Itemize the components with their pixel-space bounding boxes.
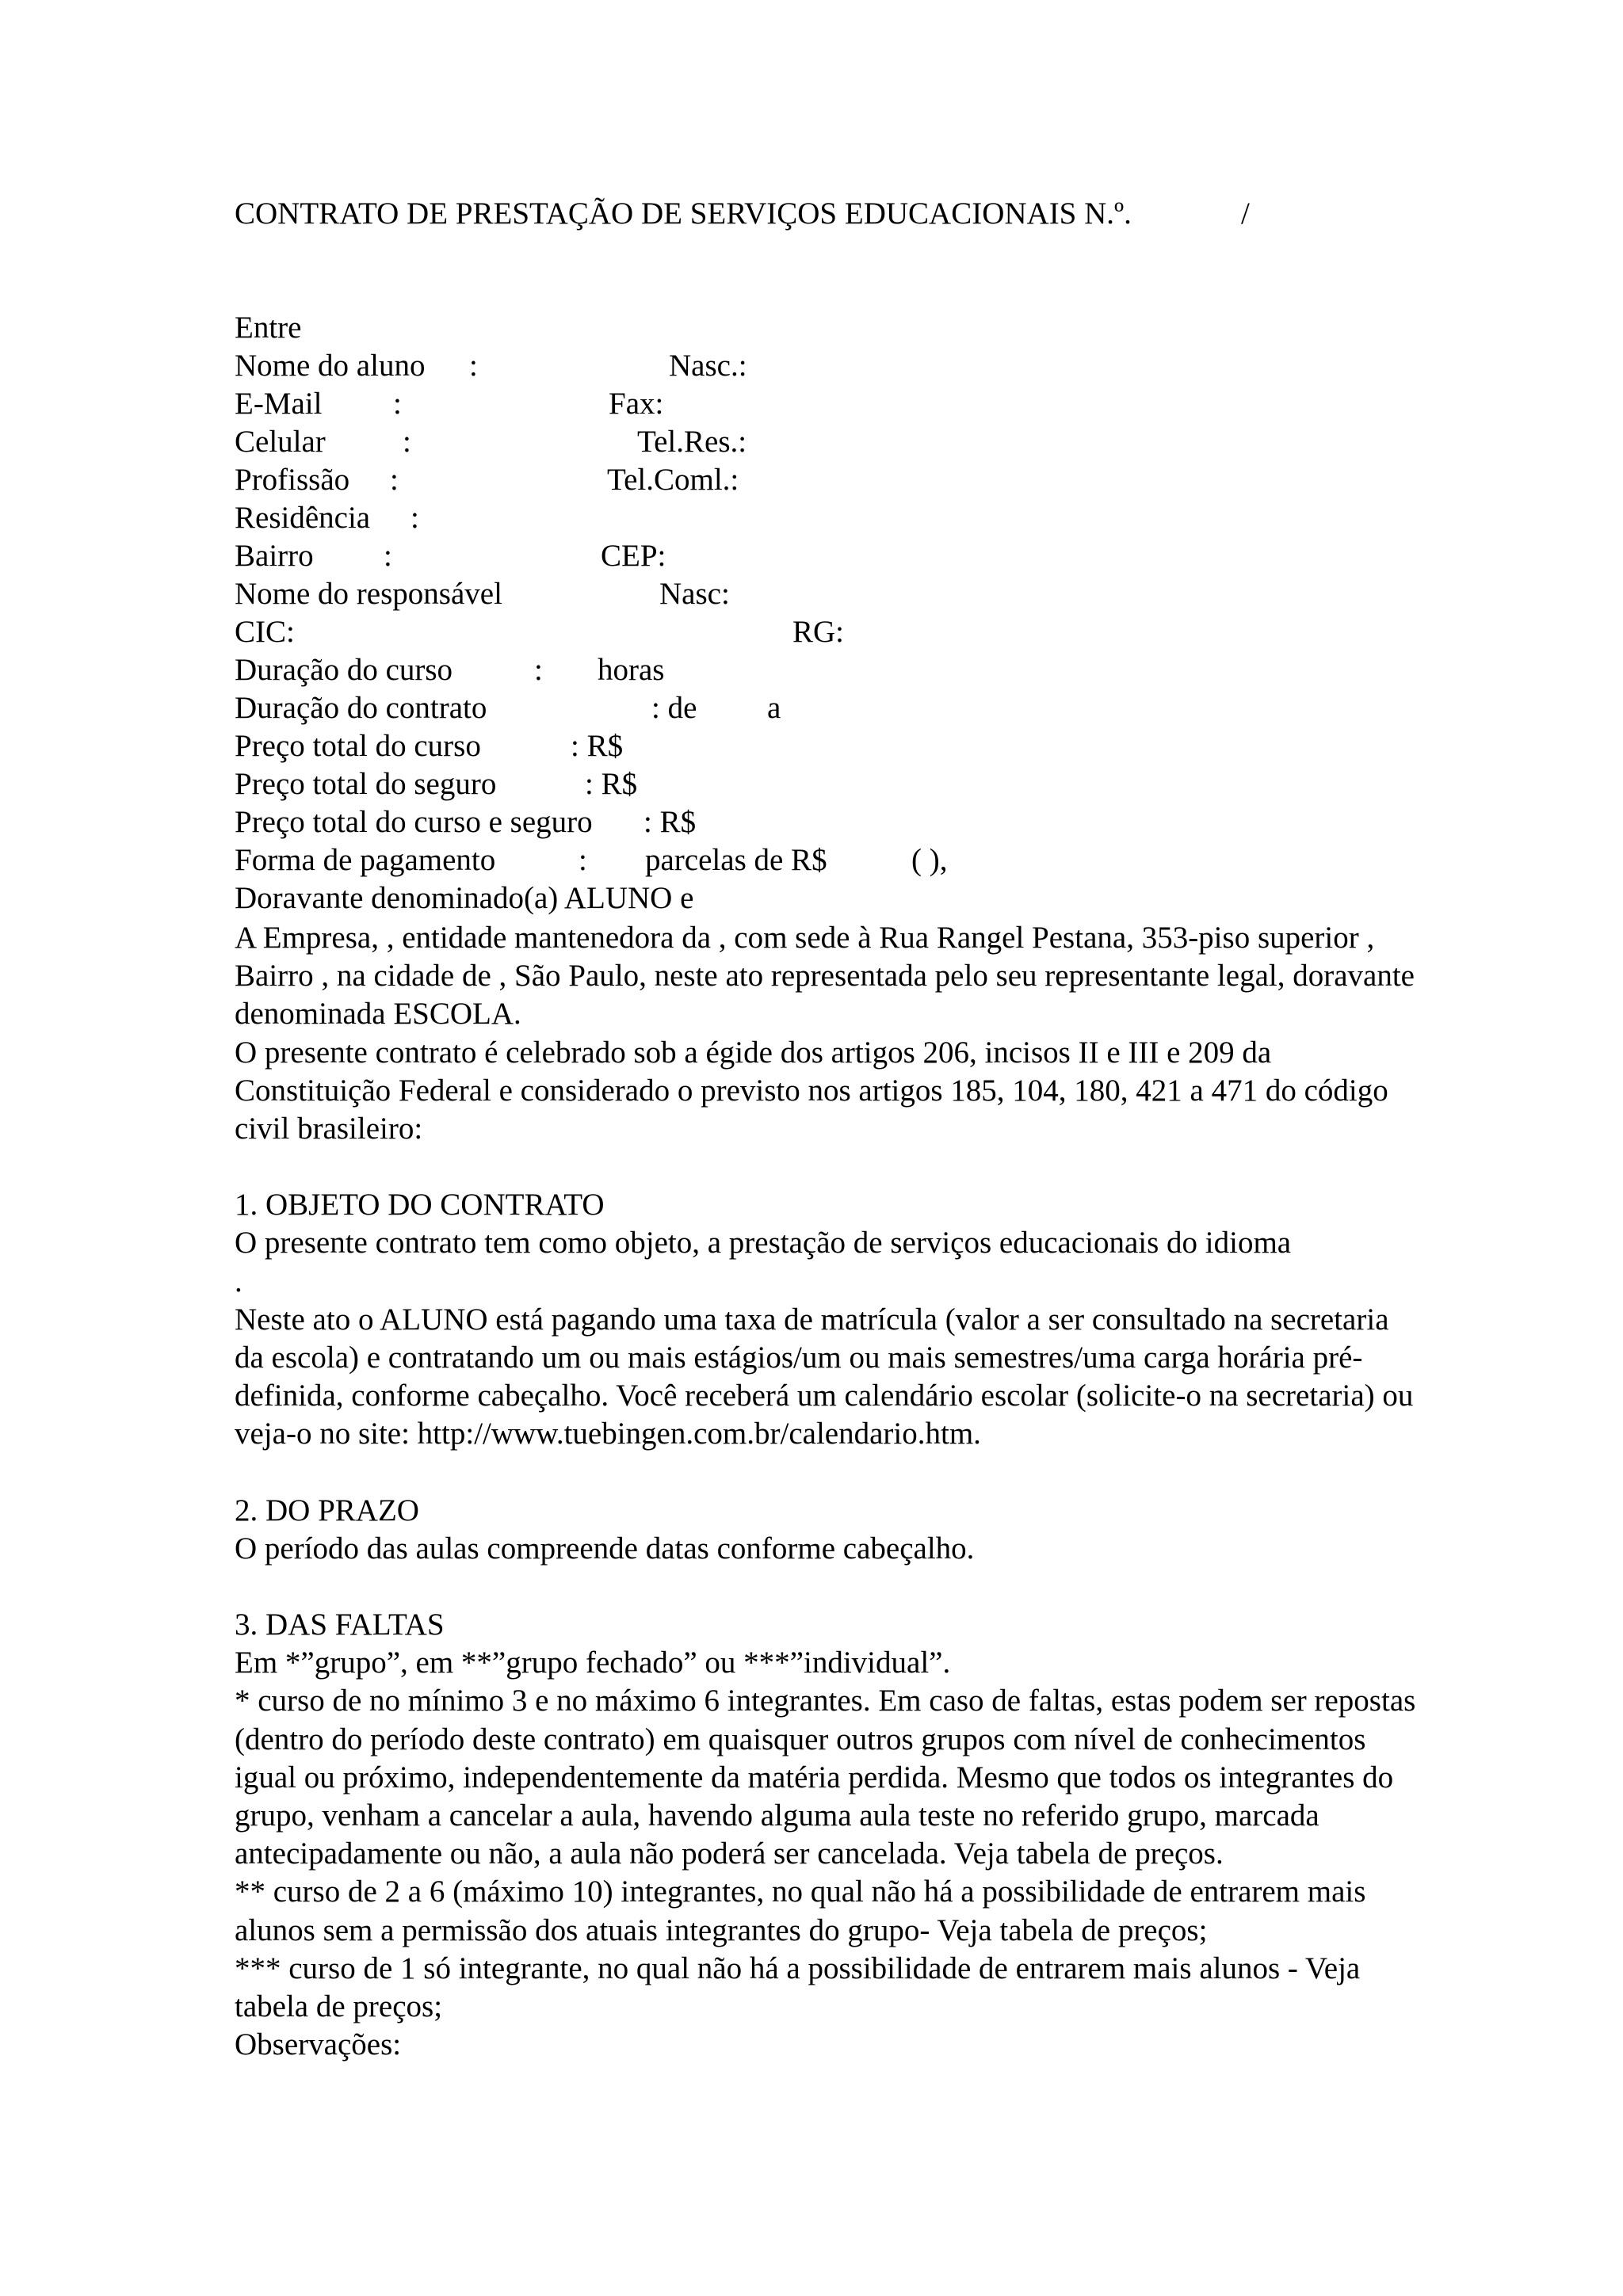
contract-title [235,195,1250,233]
email-colon: : [393,387,402,421]
field-bairro [235,537,666,575]
spacer [235,1148,1423,1186]
contract-body [235,919,1423,2064]
field-nome-aluno [235,347,747,385]
residencia-label: Residência [235,501,371,535]
nome-aluno-colon: : [469,349,478,383]
field-profissao [235,461,739,499]
a-label: a [767,691,781,725]
section-3-paragraph-3: ** curso de 2 a 6 (máximo 10) integrantes, no qual não há a possibilidade de entrarem mais alunos sem a permissão dos atuais integrantes do grupo- Veja tabela de preços; [235,1875,1366,1947]
parcelas-label: parcelas de R$ [645,843,827,877]
doravante-text: Doravante denominado(a) ALUNO e [235,881,694,915]
field-nome-responsavel [235,575,730,613]
nasc-label: Nasc.: [669,349,747,383]
field-preco-seguro [235,765,638,803]
field-celular [235,423,747,461]
contract-title-text: CONTRATO DE PRESTAÇÃO DE SERVIÇOS EDUCACIONAIS N.º. [235,196,1132,231]
field-duracao-contrato [235,689,781,727]
duracao-curso-label: Duração do curso [235,653,453,687]
nome-aluno-label: Nome do aluno [235,349,426,383]
contract-number-slash: / [1241,196,1250,231]
field-entre [235,309,301,347]
duracao-contrato-label: Duração do contrato [235,691,487,725]
cep-label: CEP: [601,539,666,573]
empresa-paragraph: A Empresa, , entidade mantenedora da , com sede à Rua Rangel Pestana, 353-piso superior , Bairro , na cidade de , São Paulo, neste ato representada pelo seu representante legal, doravante denominada ESCOLA. [235,921,1415,1032]
field-cic [235,613,845,651]
nome-responsavel-label: Nome do responsável [235,577,502,611]
section-3-title: 3. DAS FALTAS [235,1608,445,1642]
fax-label: Fax: [609,387,664,421]
horas-label: horas [598,653,665,687]
section-1-paragraph-1: O presente contrato tem como objeto, a prestação de serviços educacionais do idioma [235,1226,1292,1261]
field-email [235,385,664,423]
section-3-paragraph-4: *** curso de 1 só integrante, no qual não há a possibilidade de entrarem mais alunos - Veja tabela de preços; [235,1951,1361,2024]
preco-curso-label: Preço total do curso [235,729,481,763]
field-doravante [235,879,693,917]
forma-pagamento-colon: : [579,843,587,877]
entre-label: Entre [235,311,302,345]
section-2-paragraph-1: O período das aulas compreende datas conforme cabeçalho. [235,1531,975,1566]
section-1-paragraph-2: Neste ato o ALUNO está pagando uma taxa de matrícula (valor a ser consultado na secretaria da escola) e contratando um ou mais estágios/um ou mais semestres/uma carga horária pré-definida, conforme cabeçalho. Você receberá um calendário escolar (solicite-o na secretaria) ou veja-o no site: http://www.tuebingen.com.br/calendario.htm. [235,1302,1414,1451]
rg-label: RG: [792,615,845,649]
section-2-title: 2. DO PRAZO [235,1493,419,1527]
duracao-curso-colon: : [534,653,543,687]
preco-seguro-label: Preço total do seguro [235,767,497,801]
field-residencia [235,499,419,537]
nasc-responsavel-label: Nasc: [659,577,730,611]
profissao-label: Profissão [235,463,350,497]
field-preco-curso [235,727,624,765]
profissao-colon: : [390,463,399,497]
observacoes-label: Observações: [235,2027,402,2062]
section-1-dot: . [235,1264,242,1299]
bairro-label: Bairro [235,539,314,573]
preco-curso-seguro-label: Preço total do curso e seguro [235,805,593,839]
cic-label: CIC: [235,615,295,649]
presente-paragraph: O presente contrato é celebrado sob a égide dos artigos 206, incisos II e III e 209 da Constituição Federal e considerado o previsto nos artigos 185, 104, 180, 421 a 471 do código civil brasileiro: [235,1035,1388,1146]
section-3-paragraph-2: * curso de no mínimo 3 e no máximo 6 integrantes. Em caso de faltas, estas podem ser repostas (dentro do período deste contrato) em quaisquer outros grupos com nível de conhecimentos igual ou próximo, independentemente da matéria perdida. Mesmo que todos os integrantes do grupo, venham a cancelar a aula, havendo alguma aula teste no referido grupo, marcada antecipadamente ou não, a aula não poderá ser cancelada. Veja tabela de preços. [235,1684,1416,1871]
section-1-title: 1. OBJETO DO CONTRATO [235,1188,605,1222]
spacer [235,1568,1423,1606]
field-forma-pagamento [235,841,948,879]
de-label: : de [651,691,697,725]
email-label: E-Mail [235,387,323,421]
preco-curso-seguro-rs: : R$ [643,805,697,839]
preco-curso-rs: : R$ [571,729,624,763]
spacer [235,1454,1423,1492]
field-duracao-curso [235,651,665,689]
tel-res-label: Tel.Res.: [637,425,747,459]
celular-label: Celular [235,425,326,459]
bairro-colon: : [384,539,392,573]
preco-seguro-rs: : R$ [585,767,638,801]
section-3-paragraph-1: Em *”grupo”, em **”grupo fechado” ou ***”individual”. [235,1646,951,1680]
residencia-colon: : [411,501,419,535]
parcelas-parens: ( ), [911,843,948,877]
tel-coml-label: Tel.Coml.: [607,463,739,497]
field-preco-curso-seguro [235,803,697,841]
forma-pagamento-label: Forma de pagamento [235,843,496,877]
celular-colon: : [403,425,411,459]
